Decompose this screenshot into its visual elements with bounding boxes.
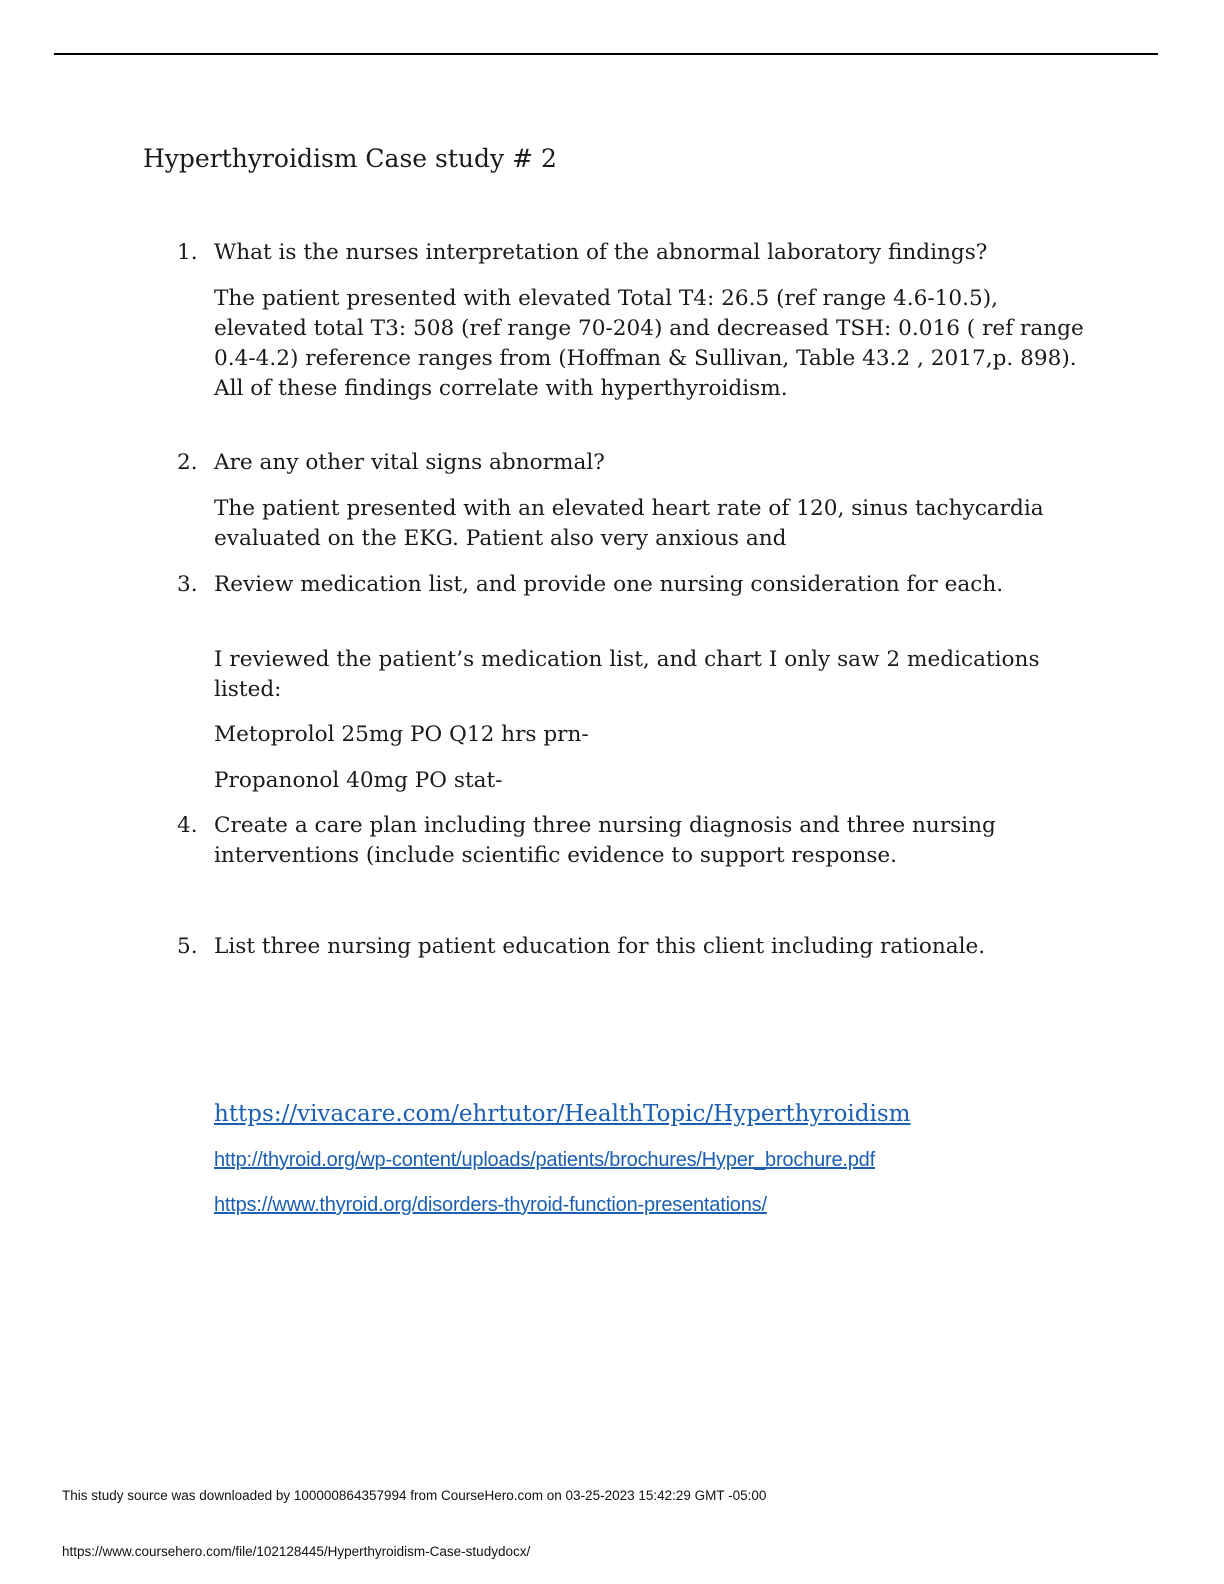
answer-3-intro: I reviewed the patient’s medication list, and chart I only saw 2 medications listed: xyxy=(214,647,1040,702)
top-divider xyxy=(54,53,1158,55)
question-number: 2. xyxy=(177,450,198,475)
question-text: Are any other vital signs abnormal? xyxy=(214,450,605,475)
question-text: List three nursing patient education for this client including rationale. xyxy=(214,934,986,959)
reference-link-vivacare[interactable]: https://vivacare.com/ehrtutor/HealthTopic/Hyperthyroidism xyxy=(214,1101,911,1127)
answer-1: The patient presented with elevated Total T4: 26.5 (ref range 4.6-10.5), elevated total T3: 508 (ref range 70-204) and decreased TSH: 0.016 ( ref range 0.4-4.2) reference ranges from (Hoffman & Sullivan, Table 43.2 , 2017,p. 898). All of these findings correlate with hyperthyroidism. xyxy=(214,286,1084,401)
reference-link-thyroid-presentations[interactable]: https://www.thyroid.org/disorders-thyroid-function-presentations/ xyxy=(214,1194,767,1216)
medication-metoprolol: Metoprolol 25mg PO Q12 hrs prn- xyxy=(214,722,589,747)
medication-propanonol: Propanonol 40mg PO stat- xyxy=(214,768,503,793)
question-text: Review medication list, and provide one nursing consideration for each. xyxy=(214,572,1004,597)
question-number: 5. xyxy=(177,934,198,959)
question-2 xyxy=(177,448,1084,478)
question-number: 3. xyxy=(177,572,198,597)
question-3 xyxy=(177,570,1084,600)
source-url: https://www.coursehero.com/file/102128445/Hyperthyroidism-Case-studydocx/ xyxy=(62,1544,531,1559)
question-5 xyxy=(177,932,1084,962)
question-1 xyxy=(177,238,1084,268)
page-title: Hyperthyroidism Case study # 2 xyxy=(143,144,557,173)
question-text: Create a care plan including three nursing diagnosis and three nursing interventions (include scientific evidence to support response. xyxy=(214,813,996,868)
download-note: This study source was downloaded by 100000864357994 from CourseHero.com on 03-25-2023 15:42:29 GMT -05:00 xyxy=(62,1488,767,1503)
answer-2: The patient presented with an elevated heart rate of 120, sinus tachycardia evaluated on the EKG. Patient also very anxious and xyxy=(214,496,1044,551)
reference-link-thyroid-brochure[interactable]: http://thyroid.org/wp-content/uploads/patients/brochures/Hyper_brochure.pdf xyxy=(214,1149,875,1171)
question-number: 4. xyxy=(177,813,198,838)
question-text: What is the nurses interpretation of the abnormal laboratory findings? xyxy=(214,240,988,265)
question-number: 1. xyxy=(177,240,198,265)
question-4 xyxy=(177,811,1084,871)
